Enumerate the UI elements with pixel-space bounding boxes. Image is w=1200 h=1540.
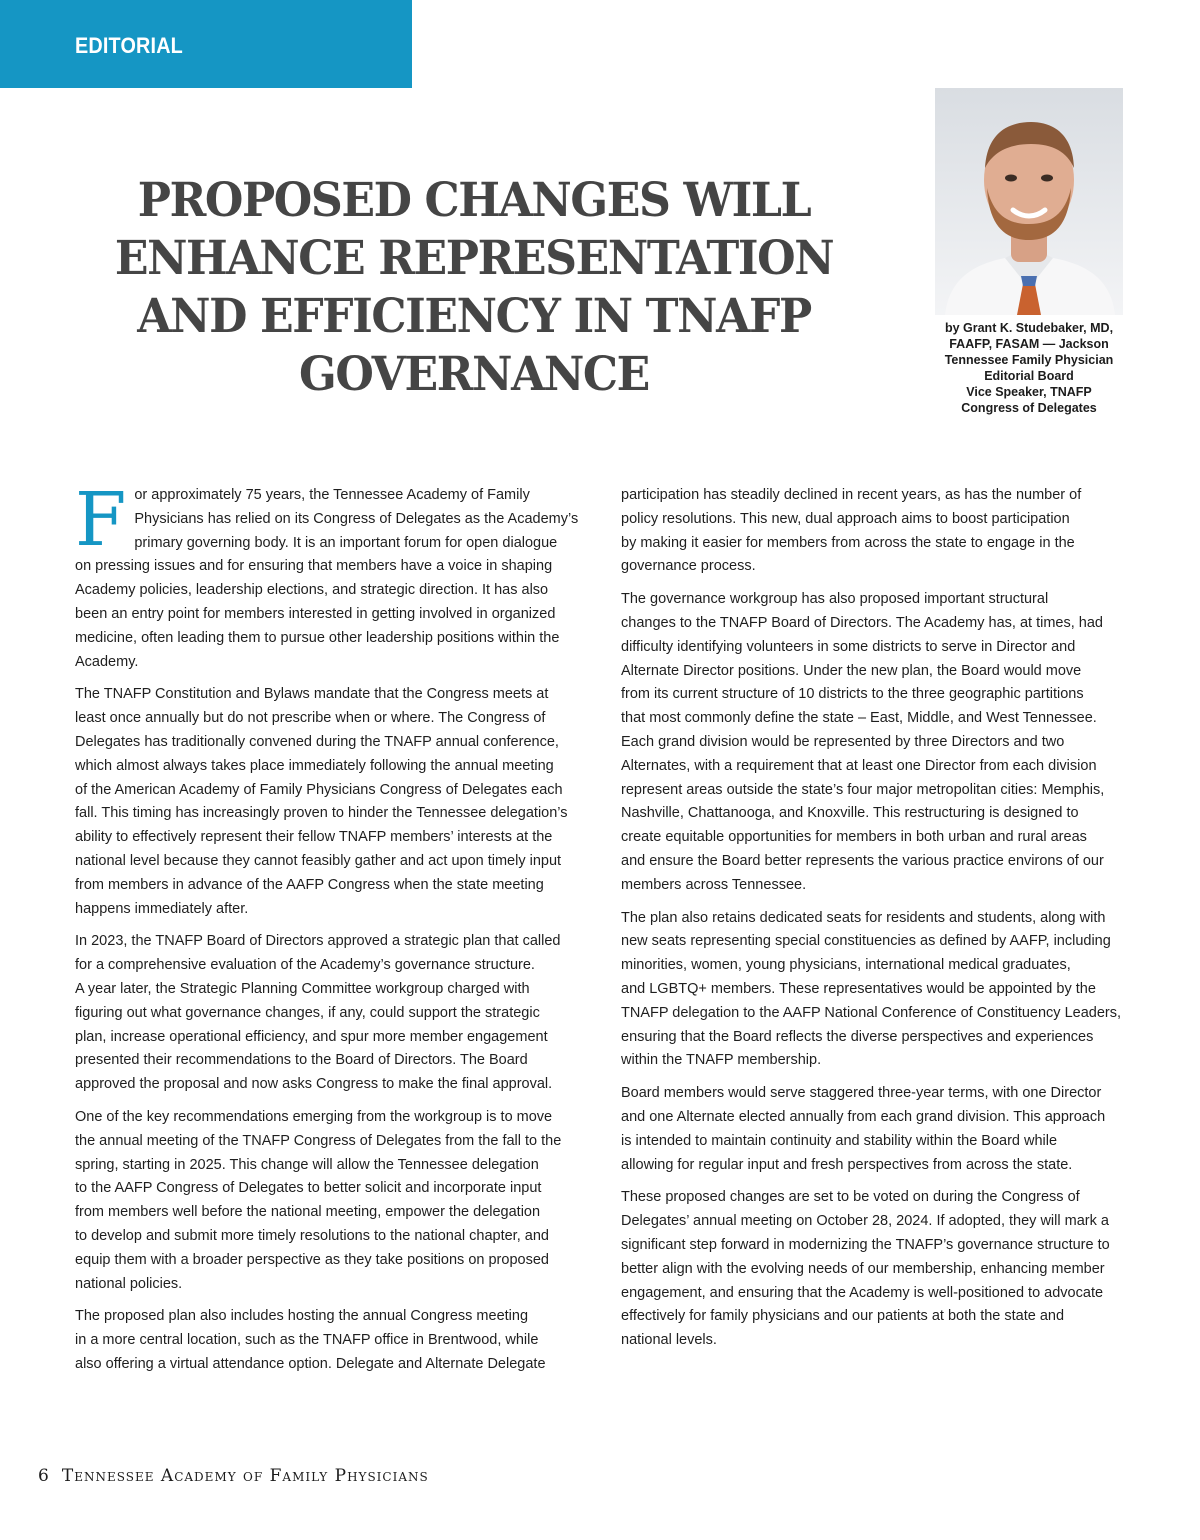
paragraph-line: which almost always takes place immediately following the annual meeting <box>75 757 554 774</box>
paragraph-line: A year later, the Strategic Planning Committee workgroup charged with <box>75 980 530 997</box>
paragraph-line: from members in advance of the AAFP Congress when the state meeting <box>75 876 544 893</box>
paragraph-line: Delegates has traditionally convened during the TNAFP annual conference, <box>75 733 559 750</box>
article-paragraph <box>621 1082 1131 1177</box>
article-headline <box>94 172 854 404</box>
drop-cap: F <box>75 477 127 563</box>
paragraph-line: national levels. <box>621 1332 717 1349</box>
paragraph-line: difficulty identifying volunteers in some districts to serve in Director and <box>621 638 1076 655</box>
article-column-left <box>75 477 579 1386</box>
paragraph-line: national policies. <box>75 1275 183 1292</box>
paragraph-line: The proposed plan also includes hosting the annual Congress meeting <box>75 1308 529 1325</box>
paragraph-line: One of the key recommendations emerging from the workgroup is to move <box>75 1108 553 1125</box>
paragraph-line: least once annually but do not prescribe when or where. The Congress of <box>75 710 546 727</box>
paragraph-line: from members well before the national meeting, empower the delegation <box>75 1204 541 1221</box>
paragraph-line: Alternates, with a requirement that at least one Director from each division <box>621 757 1097 774</box>
paragraph-line: significant step forward in modernizing the TNAFP’s governance structure to <box>621 1236 1110 1253</box>
paragraph-line: Board members would serve staggered three-year terms, with one Director <box>621 1085 1102 1102</box>
paragraph-line: or approximately 75 years, the Tennessee Academy of Family <box>134 487 530 503</box>
article-paragraph <box>75 477 579 674</box>
paragraph-line: by making it easier for members from across the state to engage in the <box>621 534 1075 551</box>
paragraph-line: Nashville, Chattanooga, and Knoxville. This restructuring is designed to <box>621 805 1079 822</box>
paragraph-line: on pressing issues and for ensuring that members have a voice in shaping <box>75 558 553 575</box>
article-paragraph <box>75 683 575 921</box>
paragraph-line: of the American Academy of Family Physicians Congress of Delegates each <box>75 781 563 798</box>
paragraph-line: changes to the TNAFP Board of Directors. The Academy has, at times, had <box>621 614 1103 631</box>
section-label: EDITORIAL <box>75 33 183 58</box>
publication-name: Tennessee Academy of Family Physicians <box>61 1466 429 1486</box>
section-tab <box>0 0 412 88</box>
paragraph-line: also offering a virtual attendance option. Delegate and Alternate Delegate <box>75 1355 546 1372</box>
article-paragraph <box>621 588 1131 897</box>
headline-line: GOVERNANCE <box>299 347 649 402</box>
article-paragraph <box>75 1106 575 1296</box>
paragraph-line: Alternate Director positions. Under the new plan, the Board would move <box>621 662 1082 679</box>
paragraph-line: happens immediately after. <box>75 900 249 917</box>
paragraph-line: The governance workgroup has also proposed important structural <box>621 591 1049 608</box>
paragraph-line: is intended to maintain continuity and stability within the Board while <box>621 1132 1058 1149</box>
paragraph-line: primary governing body. It is an important forum for open dialogue <box>134 534 558 551</box>
author-byline <box>918 320 1140 416</box>
page-footer <box>38 1466 429 1486</box>
paragraph-line: represent areas outside the state’s four major metropolitan cities: Memphis, <box>621 781 1105 798</box>
paragraph-line: figuring out what governance changes, if any, could support the strategic <box>75 1004 540 1021</box>
paragraph-line: for a comprehensive evaluation of the Academy’s governance structure. <box>75 957 535 974</box>
byline-line: Tennessee Family Physician <box>944 353 1114 367</box>
paragraph-line: to the AAFP Congress of Delegates to better solicit and incorporate input <box>75 1180 542 1197</box>
article-paragraph <box>621 1186 1131 1353</box>
byline-line: FAAFP, FASAM — Jackson <box>949 337 1109 351</box>
paragraph-line: better align with the evolving needs of our membership, enhancing member <box>621 1260 1105 1277</box>
paragraph-line: In 2023, the TNAFP Board of Directors approved a strategic plan that called <box>75 933 561 950</box>
paragraph-line: approved the proposal and now asks Congress to make the final approval. <box>75 1076 553 1093</box>
paragraph-line: and ensure the Board better represents the various practice environs of our <box>621 852 1104 869</box>
paragraph-line: policy resolutions. This new, dual approach aims to boost participation <box>621 510 1070 527</box>
paragraph-line: the annual meeting of the TNAFP Congress of Delegates from the fall to the <box>75 1132 562 1149</box>
article-paragraph <box>75 1305 575 1376</box>
paragraph-line: engagement, and ensuring that the Academy is well-positioned to advocate <box>621 1284 1104 1301</box>
paragraph-line: national level because they cannot feasibly gather and act upon timely input <box>75 852 562 869</box>
paragraph-line: from its current structure of 10 districts to the three geographic partitions <box>621 686 1084 703</box>
paragraph-line: Academy. <box>75 653 139 670</box>
byline-line: Editorial Board <box>984 369 1074 383</box>
page-number: 6 <box>38 1466 49 1486</box>
byline-line: Congress of Delegates <box>961 401 1097 415</box>
paragraph-line: plan, increase operational efficiency, and spur more member engagement <box>75 1028 548 1045</box>
paragraph-line: members across Tennessee. <box>621 876 807 893</box>
paragraph-line: create equitable opportunities for members in both urban and rural areas <box>621 829 1087 846</box>
paragraph-line: fall. This timing has increasingly proven to hinder the Tennessee delegation’s <box>75 805 568 822</box>
paragraph-line: TNAFP delegation to the AAFP National Conference of Constituency Leaders, <box>621 1004 1122 1021</box>
headline-line: ENHANCE REPRESENTATION <box>114 231 834 286</box>
paragraph-line: and one Alternate elected annually from each grand division. This approach <box>621 1108 1106 1125</box>
paragraph-line: These proposed changes are set to be voted on during the Congress of <box>621 1189 1080 1206</box>
article-paragraph <box>621 484 1131 579</box>
paragraph-line: Physicians has relied on its Congress of Delegates as the Academy’s <box>134 510 579 527</box>
paragraph-line: medicine, often leading them to pursue other leadership positions within the <box>75 629 560 646</box>
article-column-right <box>621 484 1131 1362</box>
paragraph-line: been an entry point for members interested in getting involved in organized <box>75 605 556 622</box>
paragraph-line: equip them with a broader perspective as they take positions on proposed <box>75 1251 549 1268</box>
article-paragraph <box>621 907 1131 1074</box>
paragraph-line: allowing for regular input and fresh perspectives from across the state. <box>621 1156 1073 1173</box>
paragraph-line: Delegates’ annual meeting on October 28, 2024. If adopted, they will mark a <box>621 1213 1109 1230</box>
article-paragraph <box>75 930 575 1097</box>
paragraph-line: that most commonly define the state – East, Middle, and West Tennessee. <box>621 710 1097 727</box>
byline-line: by Grant K. Studebaker, MD, <box>944 321 1114 335</box>
author-photo <box>935 88 1123 315</box>
paragraph-line: ensuring that the Board reflects the diverse perspectives and experiences <box>621 1028 1094 1045</box>
paragraph-line: ability to effectively represent their fellow TNAFP members’ interests at the <box>75 829 553 846</box>
headline-line: AND EFFICIENCY IN TNAFP <box>137 289 811 344</box>
paragraph-line: new seats representing special constituencies as defined by AAFP, including <box>621 933 1111 950</box>
paragraph-line: in a more central location, such as the TNAFP office in Brentwood, while <box>75 1332 539 1349</box>
author-portrait-icon <box>935 88 1123 315</box>
paragraph-line: Academy policies, leadership elections, and strategic direction. It has also <box>75 582 549 599</box>
paragraph-line: minorities, women, young physicians, international medical graduates, <box>621 957 1071 974</box>
paragraph-line: to develop and submit more timely resolutions to the national chapter, and <box>75 1227 549 1244</box>
paragraph-line: The plan also retains dedicated seats for residents and students, along with <box>621 909 1106 926</box>
paragraph-line: governance process. <box>621 558 756 575</box>
byline-line: Vice Speaker, TNAFP <box>966 385 1092 399</box>
paragraph-line: and LGBTQ+ members. These representatives would be appointed by the <box>621 980 1096 997</box>
paragraph-line: presented their recommendations to the Board of Directors. The Board <box>75 1052 528 1069</box>
headline-line: PROPOSED CHANGES WILL <box>137 173 811 228</box>
paragraph-line: The TNAFP Constitution and Bylaws mandate that the Congress meets at <box>75 686 549 703</box>
paragraph-line: within the TNAFP membership. <box>621 1052 822 1069</box>
paragraph-line: Each grand division would be represented by three Directors and two <box>621 733 1065 750</box>
paragraph-line: participation has steadily declined in recent years, as has the number of <box>621 487 1082 503</box>
paragraph-line: spring, starting in 2025. This change will allow the Tennessee delegation <box>75 1156 539 1173</box>
paragraph-line: effectively for family physicians and our patients at both the state and <box>621 1308 1065 1325</box>
